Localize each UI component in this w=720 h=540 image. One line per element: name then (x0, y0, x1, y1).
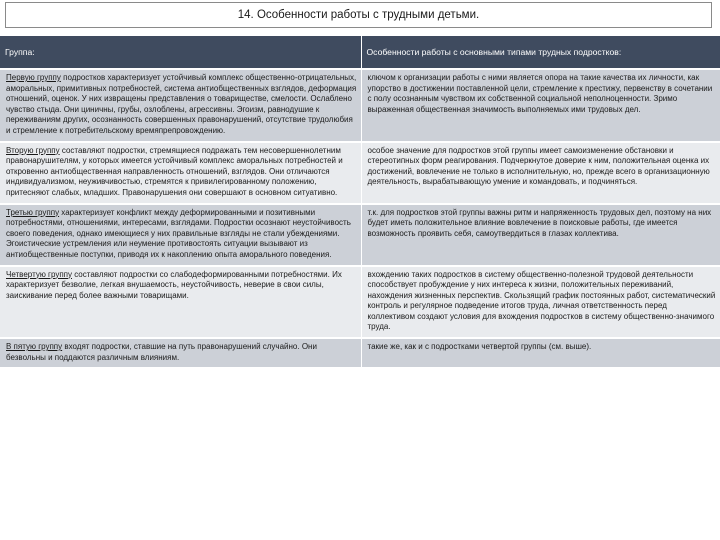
group-text: входят подростки, ставшие на путь правонарушений случайно. Они безвольны и поддаются различным влияниям. (6, 342, 317, 362)
table-row-group-4 (0, 266, 720, 339)
group-label: Четвертую группу (6, 269, 72, 279)
table-row-group-1 (0, 69, 720, 142)
group-text: составляют подростки, стремящиеся подражать тем несовершеннолетним правонарушителям, у которых имеется устойчивый комплекс аморальных потребностей и откровенно антиобщественная направленность отношений, взглядов. Они отличаются индивидуализмом, неуживчивостью, стремятся к привилегированному положению, притесняют слабых, младших. Правонарушения они совершают в основном ситуативно. (6, 145, 343, 197)
group-description (0, 204, 361, 266)
group-description (0, 69, 361, 142)
table-header-row (0, 36, 720, 69)
group-text: подростков характеризует устойчивый комплекс общественно-отрицательных, аморальных, примитивных потребностей, система антиобщественных взглядов, деформация отношений, оценок. У них извращены представления о товариществе, смелости. Ослаблено чувство стыда. Они циничны, грубы, озлоблены, агрессивны. Эгоизм, равнодушие к переживаниям других, осознанность совершенных правонарушений, отсутствие трудолюбия и стремление к потребительскому времяпрепровождению. (6, 73, 357, 135)
header-features: Особенности работы с основными типами трудных подростков: (361, 36, 720, 69)
group-description (0, 142, 361, 204)
work-features: т.к. для подростков этой группы важны ритм и напряженность трудовых дел, поэтому на них будет иметь положительное влияние вовлечение в поисковые работы, где имеется возможность проявить себя, самоутвердиться в глазах коллектива. (361, 204, 720, 266)
group-text: составляют подростки со слабодеформированными потребностями. Их характеризует безволие, легкая внушаемость, неустойчивость, неверие в свои силы, заискивание перед более важными товарищами. (6, 269, 342, 300)
header-group: Группа: (0, 36, 361, 69)
table-row-group-2 (0, 142, 720, 204)
work-features: особое значение для подростков этой группы имеет самоизменение обстановки и стереотипных форм реагирования. Подчеркнутое доверие к ним, положительная оценка их достижений, вовлечение не только в исполнительную, но, прежде всего в организационную деятельность, вырабатывающую умение и командовать, и подчиняться. (361, 142, 720, 204)
group-description (0, 338, 361, 368)
group-label: Третью группу (6, 207, 60, 217)
group-label: Вторую группу (6, 145, 60, 155)
work-features: такие же, как и с подростками четвертой группы (см. выше). (361, 338, 720, 368)
table-row-group-5 (0, 338, 720, 368)
table-row-group-3 (0, 204, 720, 266)
group-label: Первую группу (6, 73, 61, 82)
groups-table (0, 36, 720, 369)
group-description (0, 266, 361, 339)
group-text: характеризует конфликт между деформированными и позитивными потребностями, отношениями, интересами, взглядами. Подростки осознают неустойчивость своего поведения, однако имеющиеся у них правильные взгляды не стали убеждениями. Эгоистические устремления или неумение противостоять ситуации вызывают из антиобщественные поступки, приводя их к накоплению опыта аморального поведения. (6, 207, 351, 259)
page-title (5, 2, 712, 28)
page-title-text: 14. Особенности работы с трудными детьми. (237, 9, 480, 21)
work-features: вхождению таких подростков в систему общественно-полезной трудовой деятельности способствует пробуждение у них интереса к жизни, положительных переживаний, нахождения жизненных перспектив. Скользящий график постоянных работ, систематический контроль и регулярное подведение итогов труда, личная ответственность перед коллективом создают условия для вхождения подростков в систему общественно-значимого труда. (361, 266, 720, 339)
work-features: ключом к организации работы с ними является опора на такие качества их личности, как упорство в достижении поставленной цели, стремление к престижу, первенству в сочетании с полу осознанным чувством их собственной социальной неполноценности. Зримо выраженная общественная значимость выполняемых ими трудовых дел. (361, 69, 720, 142)
group-label: В пятую группу (6, 342, 63, 352)
